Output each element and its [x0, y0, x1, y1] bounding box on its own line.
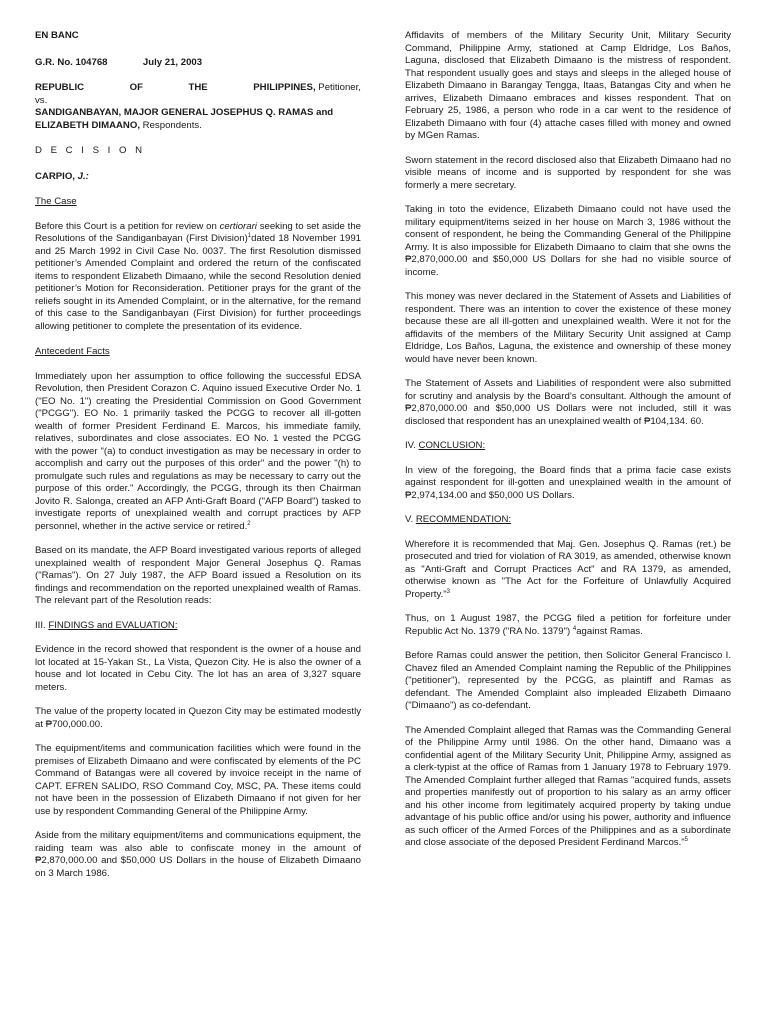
- paragraph-equipment: The equipment/items and communication facilities which were found in the premises of Elizabeth Dimaano and were confiscated by elements of the PC Command of Batangas were all covered by invoice receipt in the name of CAPT. EFREN SALIDO, RSO Command Coy, MSC, PA. These items could not have been in the possession of Elizabeth Dimaano if not given for her use by respondent Commanding General of the Philippine Army.: [35, 743, 361, 817]
- ponente: CARPIO, J.:: [35, 170, 89, 182]
- paragraph-amended-complaint-allegations: The Amended Complaint alleged that Ramas was the Commanding General of the Philippine Army until 1986. On the other hand, Dimaano was a confidential agent of the Military Security Unit, Philippine Army, assigned as a clerk-typist at the office of Ramas from 1 January 1978 to February 1979. The Amended Complaint further alleged that Ramas "acquired funds, assets and properties manifestly out of proportion to his salary as an army officer and his other income from legitimately acquired property by taking undue advantage of his public office and/or using his power, authority and influence as such officer of the Armed Forces of the Philippines and as a subordinate and close associate of the deposed President Ferdinand Marcos."$^5$: [405, 724, 731, 848]
- paragraph-affidavits: Affidavits of members of the Military Security Unit, Military Security Command, Philippine Army, stationed at Camp Eldridge, Los Baños, Laguna, disclosed that Elizabeth Dimaano is the mistress of respondent. That respondent usually goes and stays and sleeps in the alleged house of Elizabeth Dimaano in Barangay Tengga, Itaas, Batangas City and when he arrives, Elizabeth Dimaano embraces and kisses respondent. That on February 25, 1986, a person who rode in a car went to the residence of Elizabeth Dimaano with four (4) attache cases filled with money and owned by MGen Ramas.: [405, 30, 731, 141]
- case-number: G.R. No. 104768: [35, 56, 108, 68]
- paragraph-conclusion: In view of the foregoing, the Board finds that a prima facie case exists against respondent for ill-gotten and unexplained wealth in the amount of ₱2,974,134.00 and $50,000 US Dollars.: [405, 464, 731, 501]
- heading-the-case: The Case: [35, 196, 77, 207]
- court-label: EN BANC: [35, 30, 79, 41]
- footnote-ref: 1: [247, 232, 252, 239]
- paragraph-evidence: Evidence in the record showed that respondent is the owner of a house and lot located at 15-Yakan St., La Vista, Quezon City. He is also the owner of a house and lot located in Cebu City. The lot has an area of 3,327 square meters.: [35, 644, 361, 693]
- footnote-ref: 4: [572, 625, 577, 632]
- case-line: [35, 57, 361, 70]
- petitioner-line: REPUBLIC OF THE PHILIPPINES, Petitioner,: [35, 82, 361, 93]
- paragraph-sworn-statement: Sworn statement in the record disclosed also that Elizabeth Dimaano had no visible means of income and is supported by respondent for she was formerly a mere secretary.: [405, 154, 731, 191]
- decision-heading: D E C I S I O N: [35, 145, 146, 156]
- footnote-ref: 3: [446, 588, 450, 595]
- paragraph-undeclared-money: This money was never declared in the Statement of Assets and Liabilities of respondent. There was an intention to cover the existence of these money because these are all ill-gotten and unexplained wealth. Were it not for the affidavits of the members of the Military Security Unit assigned at Camp Eldridge, Los Baños, Laguna, the existence and ownership of these money would have never been known.: [405, 291, 731, 365]
- right-column: [405, 30, 731, 850]
- versus-label: vs.: [35, 94, 48, 106]
- heading-antecedent-facts: Antecedent Facts: [35, 346, 110, 357]
- left-column: [35, 30, 361, 880]
- heading-findings: III. FINDINGS and EVALUATION:: [35, 619, 178, 631]
- paragraph-confiscated-money: Aside from the military equipment/items and communications equipment, the raiding team was also able to confiscate money in the amount of ₱2,870,000.00 and $50,000 US Dollars in the house of Elizabeth Dimaano on 3 March 1986.: [35, 830, 361, 879]
- case-caption: [35, 82, 361, 132]
- case-date: July 21, 2003: [142, 56, 203, 68]
- paragraph-the-case: Before this Court is a petition for review on certiorari seeking to set aside the Resolutions of the Sandiganbayan (First Division)$^1$dated 18 November 1991 and 25 March 1992 in Civil Case No. 0037. The first Resolution dismissed petitioner’s Amended Complaint and ordered the return of the confiscated items to respondent Elizabeth Dimaano, while the second Resolution denied petitioner’s Motion for Reconsideration. Petitioner prays for the grant of the reliefs sought in its Amended Complaint, or in the alternative, for the remand of this case to the Sandiganbayan (First Division) for further proceedings allowing petitioner to complete the presentation of its evidence.: [35, 220, 362, 332]
- heading-conclusion: IV. CONCLUSION:: [405, 440, 486, 451]
- paragraph-taking-in-toto: Taking in toto the evidence, Elizabeth Dimaano could not have used the military equipment/items seized in her house on March 3, 1986 without the consent of respondent, he being the Commanding General of the Philippine Army. It is also impossible for Elizabeth Dimaano to claim that she owns the ₱2,870,000.00 and $50,000 US Dollars for she had no visible source of income.: [405, 204, 731, 278]
- footnote-ref: 5: [684, 836, 689, 843]
- paragraph-property-value: The value of the property located in Quezon City may be estimated modestly at ₱700,000.00.: [35, 706, 361, 730]
- footnote-ref: 2: [247, 520, 251, 527]
- paragraph-mandate: Based on its mandate, the AFP Board investigated various reports of alleged unexplained wealth of respondent Major General Josephus Q. Ramas ("Ramas"). On 27 July 1987, the AFP Board issued a Resolution on its findings and recommendation on the reported unexplained wealth of Ramas. The relevant part of the Resolution reads:: [35, 545, 361, 606]
- respondents-line: SANDIGANBAYAN, MAJOR GENERAL JOSEPHUS Q. RAMAS and ELIZABETH DIMAANO, Respondents.: [35, 107, 334, 131]
- paragraph-recommendation: Wherefore it is recommended that Maj. Gen. Josephus Q. Ramas (ret.) be prosecuted and tried for violation of RA 3019, as amended, otherwise known as "Anti-Graft and Corrupt Practices Act" and RA 1379, as amended, otherwise known as "The Act for the Forfeiture of Unlawfully Acquired Property."$^3$: [405, 538, 731, 600]
- paragraph-statement-of-assets: The Statement of Assets and Liabilities of respondent were also submitted for scrutiny and analysis by the Board’s consultant. Although the amount of ₱2,870,000.00 and $50,000 US Dollars were not included, still it was disclosed that respondent has an unexplained wealth of ₱104,134. 60.: [405, 378, 731, 427]
- paragraph-antecedent: Immediately upon her assumption to office following the successful EDSA Revolution, then President Corazon C. Aquino issued Executive Order No. 1 ("EO No. 1") creating the Presidential Commission on Good Government ("PCGG"). EO No. 1 primarily tasked the PCGG to recover all ill-gotten wealth of former President Ferdinand E. Marcos, his immediate family, relatives, subordinates and close associates. EO No. 1 vested the PCGG with the power "(a) to conduct investigation as may be necessary in order to accomplish and carry out the purposes of this order" and the power "(h) to promulgate such rules and regulations as may be necessary to carry out the purpose of this order." Accordingly, the PCGG, through its then Chairman Jovito R. Salonga, created an AFP Anti-Graft Board ("AFP Board") tasked to investigate reports of unexplained wealth and corrupt practices by AFP personnel, whether in the active service or retired.$^2$: [35, 370, 361, 532]
- heading-recommendation: V. RECOMMENDATION:: [405, 514, 512, 525]
- paragraph-amended-complaint-filed: Before Ramas could answer the petition, then Solicitor General Francisco I. Chavez filed an Amended Complaint naming the Republic of the Philippines ("petitioner"), represented by the PCGG, as plaintiff and Ramas as defendant. The Amended Complaint also impleaded Elizabeth Dimaano ("Dimaano") as co-defendant.: [405, 650, 731, 711]
- paragraph-forfeiture-petition: Thus, on 1 August 1987, the PCGG filed a petition for forfeiture under Republic Act No. 1379 ("RA No. 1379") $^4$against Ramas.: [405, 613, 731, 637]
